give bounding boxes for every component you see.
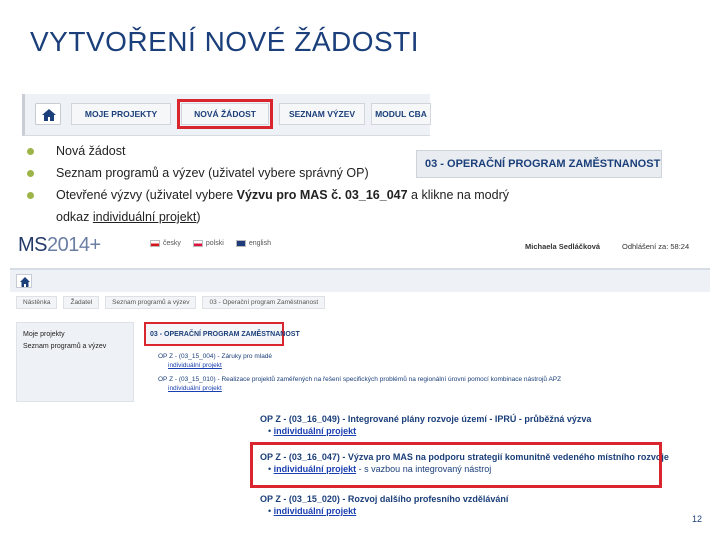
highlight-box <box>250 442 662 488</box>
tab-seznam-vyzev[interactable]: SEZNAM VÝZEV <box>279 103 365 125</box>
bullet-list <box>22 140 692 228</box>
bullet-dot-icon <box>27 192 34 199</box>
link-suffix: - s vazbou na integrovaný nástroj <box>356 464 492 474</box>
home-button[interactable] <box>16 274 32 288</box>
uk-flag-icon <box>236 240 246 247</box>
top-navigation <box>22 94 430 136</box>
app-screenshot <box>10 228 710 404</box>
call-item <box>158 352 561 370</box>
logout-timer: Odhlášení za: 58:24 <box>622 242 690 251</box>
call-title: OP Z - (03_15_004) - Záruky pro mladé <box>158 353 273 360</box>
breadcrumb-item[interactable]: 03 - Operační program Zaměstnanost <box>202 296 325 309</box>
home-icon <box>17 275 33 289</box>
individual-project-link[interactable]: individuální projekt <box>168 385 222 392</box>
bullet-text: ) <box>196 210 201 224</box>
app-nav-bar <box>10 268 710 292</box>
language-switcher <box>150 240 271 247</box>
ms2014-logo: MS2014+ <box>18 234 101 256</box>
bullet-item <box>22 140 692 162</box>
call-list <box>158 352 561 398</box>
call-title: OP Z - (03_15_020) - Rozvoj dalšího profesního vzdělávání <box>260 494 509 504</box>
sidebar-item-moje-projekty[interactable]: Moje projekty <box>23 331 65 338</box>
breadcrumb-item[interactable]: Žadatel <box>63 296 99 309</box>
bullet-link-text: individuální projekt <box>92 210 197 224</box>
individual-project-link[interactable]: individuální projekt <box>273 506 357 516</box>
bullet-text: Seznam programů a výzev (uživatel vybere správný OP) <box>56 166 369 180</box>
sidebar-item-seznam-programu[interactable]: Seznam programů a výzev <box>23 343 107 350</box>
zoomed-call-list <box>248 406 710 528</box>
bullet-text: Otevřené výzvy (uživatel vybere <box>56 188 237 202</box>
breadcrumb <box>16 296 325 309</box>
individual-project-link[interactable]: individuální projekt <box>273 464 357 474</box>
bullet-item <box>22 162 692 184</box>
bullet-bold: Výzvu pro MAS č. 03_16_047 <box>236 188 408 202</box>
lang-en[interactable]: english <box>236 240 271 247</box>
home-icon <box>36 104 62 126</box>
breadcrumb-item[interactable]: Nástěnka <box>16 296 57 309</box>
polish-flag-icon <box>193 240 203 247</box>
call-title: OP Z - (03_15_010) - Realizace projektů zaměřených na řešení specifických problémů na regionální úrovni pomocí kombinace nástrojů APZ <box>158 376 562 383</box>
call-title: OP Z - (03_16_047) - Výzva pro MAS na podporu strategií komunitně vedeného místního rozvoje <box>260 452 669 462</box>
sidebar <box>16 322 134 402</box>
bullet-item <box>22 184 542 228</box>
call-title: OP Z - (03_16_049) - Integrované plány rozvoje území - IPRÚ - průběžná výzva <box>260 414 592 424</box>
call-item: OP Z - (03_15_020) - Rozvoj dalšího profesního vzdělávání • individuální projekt <box>260 494 509 516</box>
program-banner[interactable]: 03 - OPERAČNÍ PROGRAM ZAMĚSTNANOST <box>416 150 662 178</box>
user-name: Michaela Sedláčková <box>525 242 601 251</box>
call-item <box>158 375 561 393</box>
slide-title: VYTVOŘENÍ NOVÉ ŽÁDOSTI <box>30 26 420 57</box>
individual-project-link[interactable]: individuální projekt <box>168 362 222 369</box>
czech-flag-icon <box>150 240 160 247</box>
bullet-dot-icon <box>27 170 34 177</box>
bullet-text: a klikne na modrý odkaz <box>56 188 509 224</box>
lang-pl[interactable]: polski <box>193 240 224 247</box>
tab-nova-zadost[interactable]: NOVÁ ŽÁDOST <box>181 103 269 125</box>
bullet-dot-icon <box>27 148 34 155</box>
lang-cs[interactable]: česky <box>150 240 181 247</box>
program-heading: 03 - OPERAČNÍ PROGRAM ZAMĚSTNANOST <box>144 322 284 346</box>
tab-modul-cba[interactable]: MODUL CBA <box>371 103 431 125</box>
home-button[interactable] <box>35 103 61 125</box>
tab-moje-projekty[interactable]: MOJE PROJEKTY <box>71 103 171 125</box>
breadcrumb-item[interactable]: Seznam programů a výzev <box>105 296 196 309</box>
individual-project-link[interactable]: individuální projekt <box>273 426 357 436</box>
call-item-highlighted: OP Z - (03_16_047) - Výzva pro MAS na podporu strategií komunitně vedeného místního rozvoje • individuální projekt - s vazbou na integrovaný nástroj <box>260 452 669 474</box>
call-item: OP Z - (03_16_049) - Integrované plány rozvoje území - IPRÚ - průběžná výzva • individuální projekt <box>260 414 592 436</box>
bullet-text: Nová žádost <box>56 144 126 158</box>
page-number: 12 <box>692 514 703 524</box>
